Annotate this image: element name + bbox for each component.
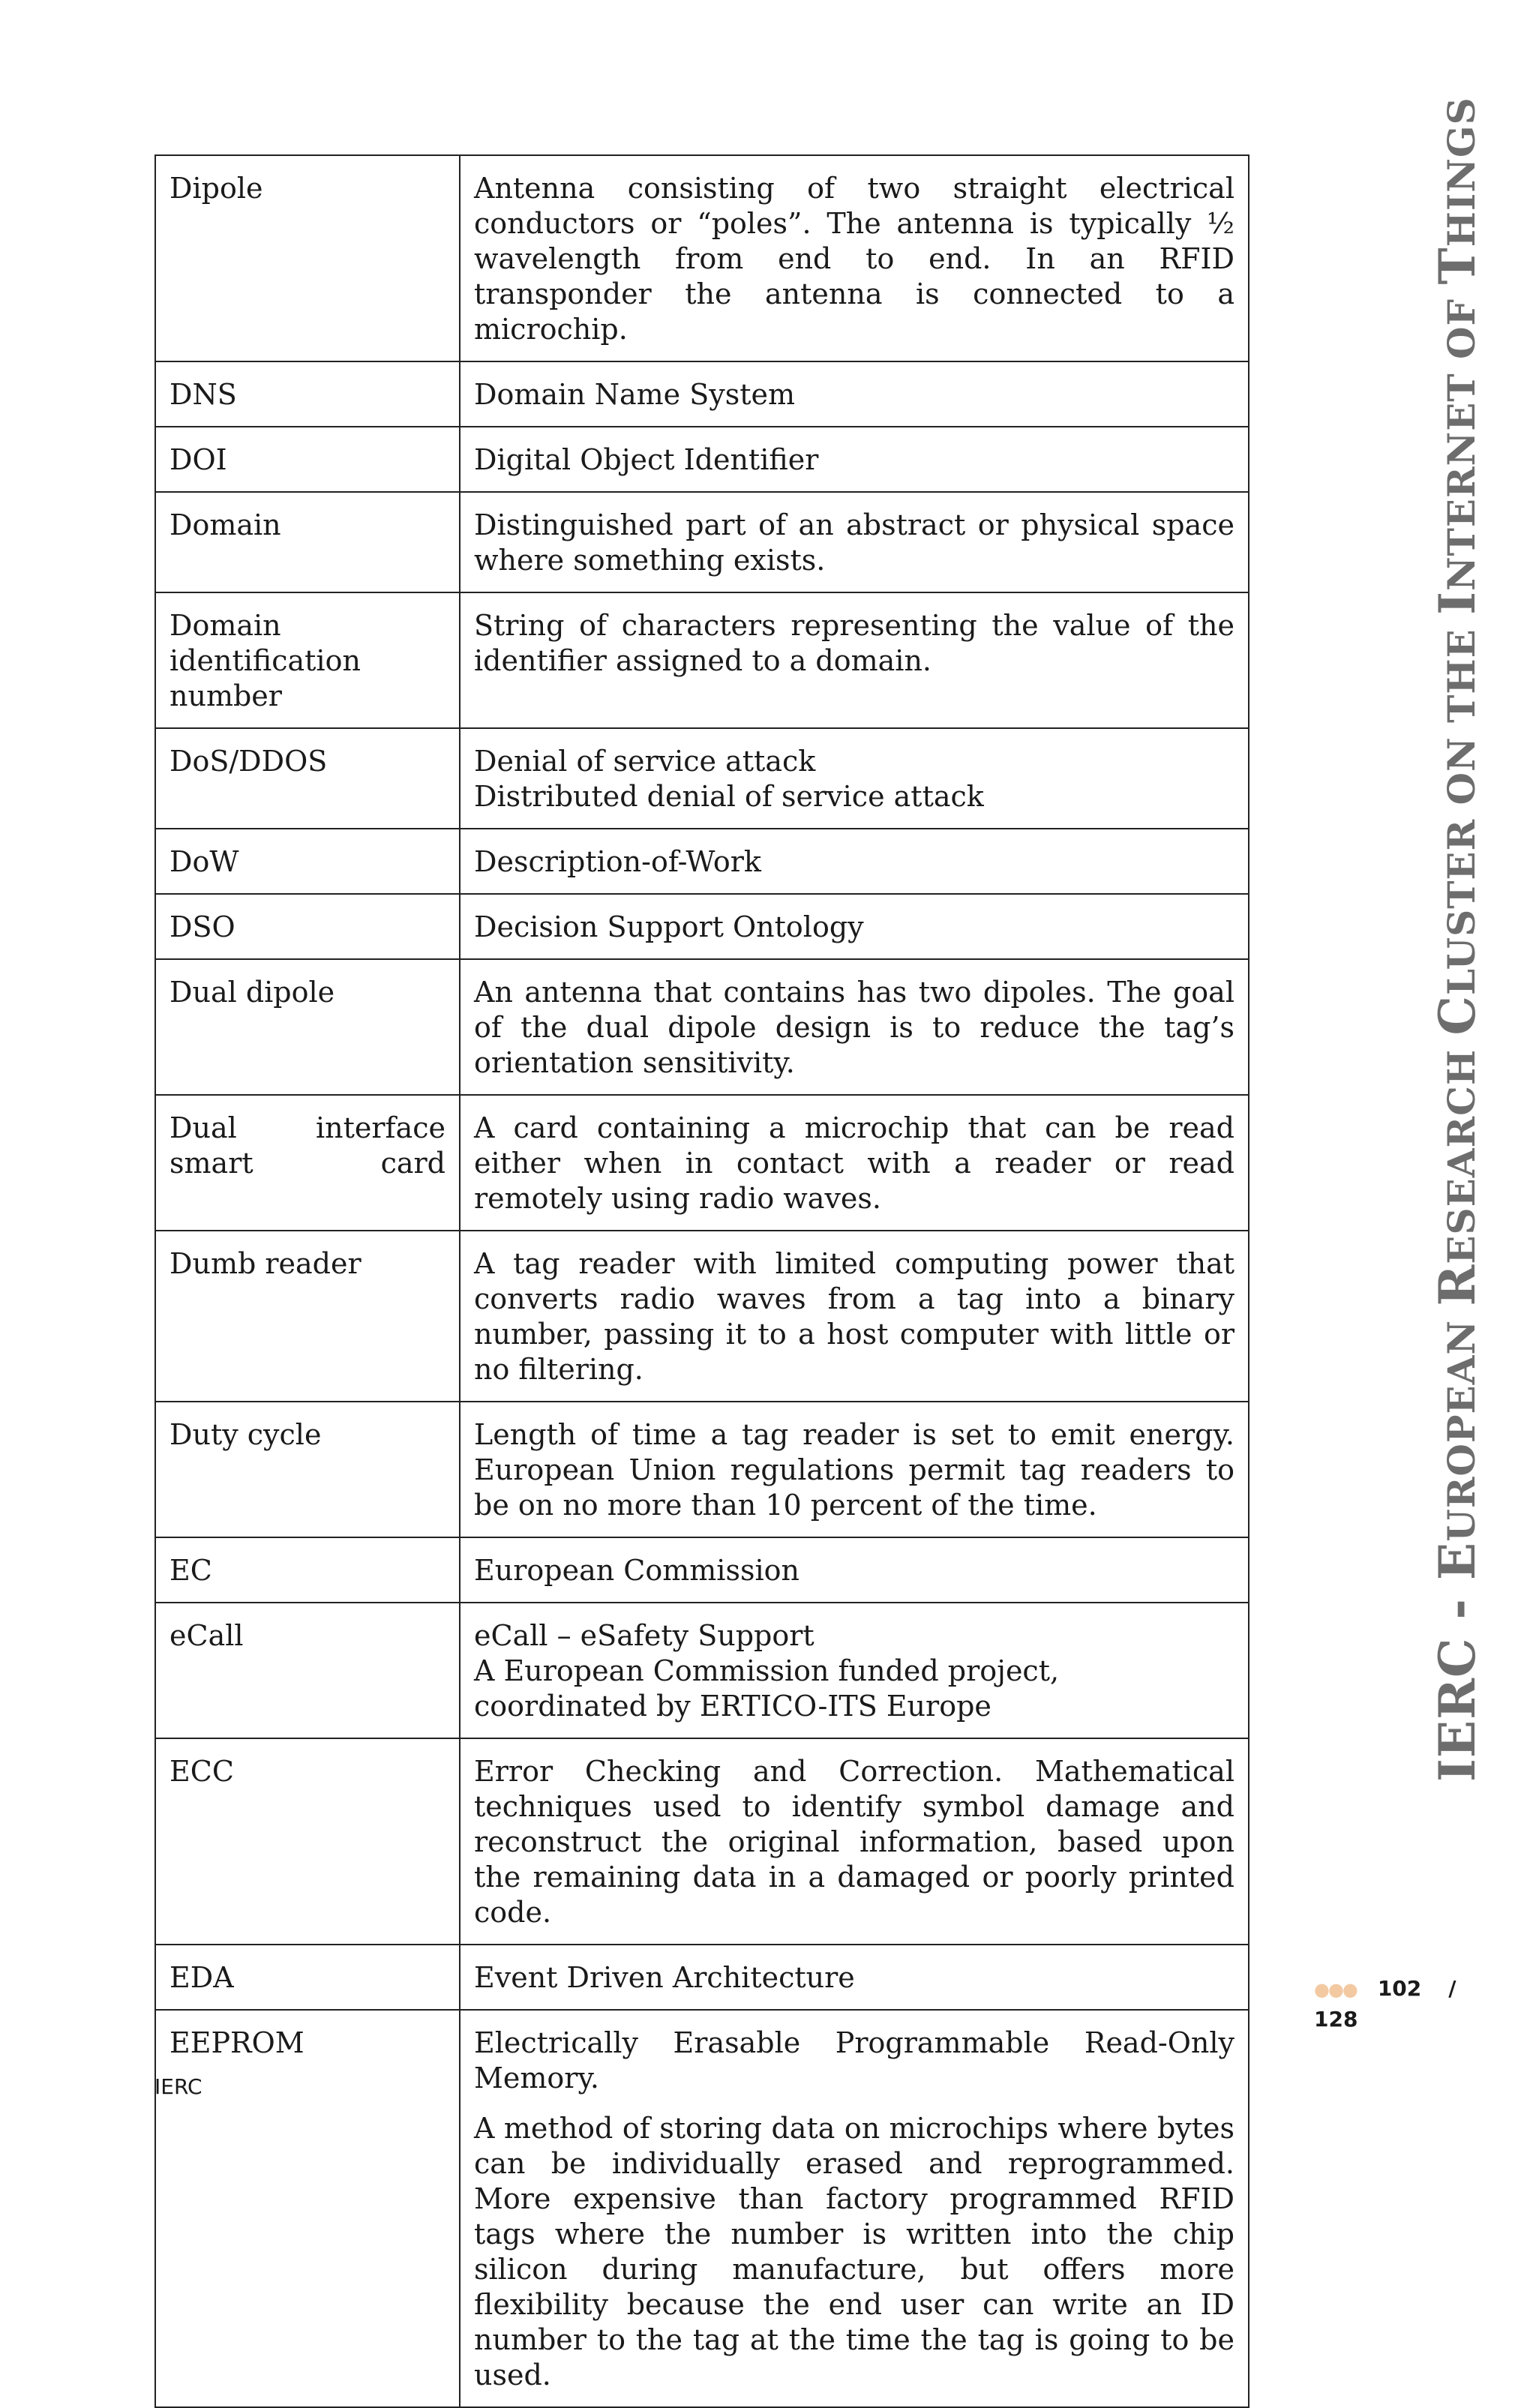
term-cell: DSO (155, 894, 460, 959)
table-row (155, 1095, 1249, 1231)
definition-cell: Length of time a tag reader is set to emit energy. European Union regulations permit tag readers to be on no more than 10 percent of the time. (460, 1402, 1249, 1537)
page-number (1314, 1974, 1472, 2035)
term-cell: Dipole (155, 155, 460, 361)
term-cell: DoS/DDOS (155, 728, 460, 829)
definition-cell: An antenna that contains has two dipoles. The goal of the dual dipole design is to reduce the tag’s orientation sensitivity. (460, 959, 1249, 1095)
definition-line: Denial of service attack (474, 745, 816, 778)
definition-cell: Description-of-Work (460, 829, 1249, 894)
table-row (155, 1537, 1249, 1603)
term-cell: EEPROM (155, 2010, 460, 2407)
page-current: 102 (1377, 1976, 1422, 2001)
definition-cell (460, 2010, 1249, 2407)
page-total: 128 (1314, 2007, 1358, 2032)
term-cell: DNS (155, 361, 460, 427)
definition-cell: Decision Support Ontology (460, 894, 1249, 959)
title-fragment: LUSTER ON THE (1439, 614, 1484, 995)
running-title (1428, 97, 1486, 1782)
table-row (155, 361, 1249, 427)
term-cell: Duty cycle (155, 1402, 460, 1537)
definition-cell: Distinguished part of an abstract or physical space where something exists. (460, 492, 1249, 592)
definition-line: Distributed denial of service attack (474, 780, 984, 813)
definition-line: A European Commission funded project, (474, 1654, 1060, 1687)
title-fragment: R (1428, 1264, 1486, 1306)
footer-text: IERC (154, 2074, 202, 2099)
definition-cell: Error Checking and Correction. Mathematical techniques used to identify symbol damage and reconstruct the original information, based upon the remaining data in a damaged or poorly printed code. (460, 1738, 1249, 1945)
table-row (155, 1738, 1249, 1945)
term-cell: DoW (155, 829, 460, 894)
definition-paragraph: A method of storing data on microchips where bytes can be individually erased and reprogrammed. More expensive than factory programmed RFID tags where the number is written into the chip silicon during manufacture, but offers more flexibility because the end user can write an ID number to the tag at the time the tag is going to be used. (474, 2112, 1234, 2392)
term-cell: EC (155, 1537, 460, 1603)
term-cell: Dumb reader (155, 1231, 460, 1402)
table-row (155, 1945, 1249, 2010)
definition-cell: European Commission (460, 1537, 1249, 1603)
dots-icon: ●●● (1314, 1979, 1357, 2000)
definition-line: coordinated by ERTICO-ITS Europe (474, 1690, 992, 1723)
title-fragment: HINGS (1439, 97, 1484, 247)
definition-cell (460, 1603, 1249, 1738)
term-cell: Dual interface smart card (155, 1095, 460, 1231)
term-cell: Domain identification number (155, 592, 460, 728)
term-cell: EDA (155, 1945, 460, 2010)
definition-cell: Event Driven Architecture (460, 1945, 1249, 2010)
table-row (155, 728, 1249, 829)
title-fragment: UROPEAN (1439, 1306, 1484, 1542)
page-separator: / (1448, 1976, 1456, 2001)
table-row (155, 1402, 1249, 1537)
definition-paragraph: Electrically Erasable Programmable Read-Only Memory. (474, 2026, 1234, 2095)
table-row (155, 592, 1249, 728)
definition-cell: String of characters representing the value of the identifier assigned to a domain. (460, 592, 1249, 728)
term-cell: Domain (155, 492, 460, 592)
definition-cell (460, 728, 1249, 829)
definition-cell: Domain Name System (460, 361, 1249, 427)
table-row (155, 829, 1249, 894)
title-fragment: NTERNET OF (1439, 284, 1484, 592)
term-cell: eCall (155, 1603, 460, 1738)
title-fragment: ESEARCH (1439, 1035, 1484, 1264)
table-row (155, 155, 1249, 361)
definition-cell: Antenna consisting of two straight electrical conductors or “poles”. The antenna is typically ½ wavelength from end to end. In an RFID transponder the antenna is connected to a microchip. (460, 155, 1249, 361)
table-row (155, 2010, 1249, 2407)
table-row (155, 492, 1249, 592)
title-fragment: T (1428, 247, 1486, 285)
definition-cell: Digital Object Identifier (460, 427, 1249, 492)
title-fragment: C (1428, 994, 1486, 1036)
glossary-table (154, 154, 1250, 2408)
table-row (155, 959, 1249, 1095)
table-row (155, 1603, 1249, 1738)
definition-cell: A card containing a microchip that can be read either when in contact with a reader or read remotely using radio waves. (460, 1095, 1249, 1231)
table-row (155, 1231, 1249, 1402)
definition-line: eCall – eSafety Support (474, 1619, 814, 1652)
term-cell: Dual dipole (155, 959, 460, 1095)
table-row (155, 894, 1249, 959)
term-cell: DOI (155, 427, 460, 492)
definition-cell: A tag reader with limited computing power that converts radio waves from a tag into a binary number, passing it to a host computer with little or no filtering. (460, 1231, 1249, 1402)
title-fragment: IERC - E (1428, 1541, 1486, 1782)
table-row (155, 427, 1249, 492)
term-cell: ECC (155, 1738, 460, 1945)
title-fragment: I (1428, 591, 1486, 615)
